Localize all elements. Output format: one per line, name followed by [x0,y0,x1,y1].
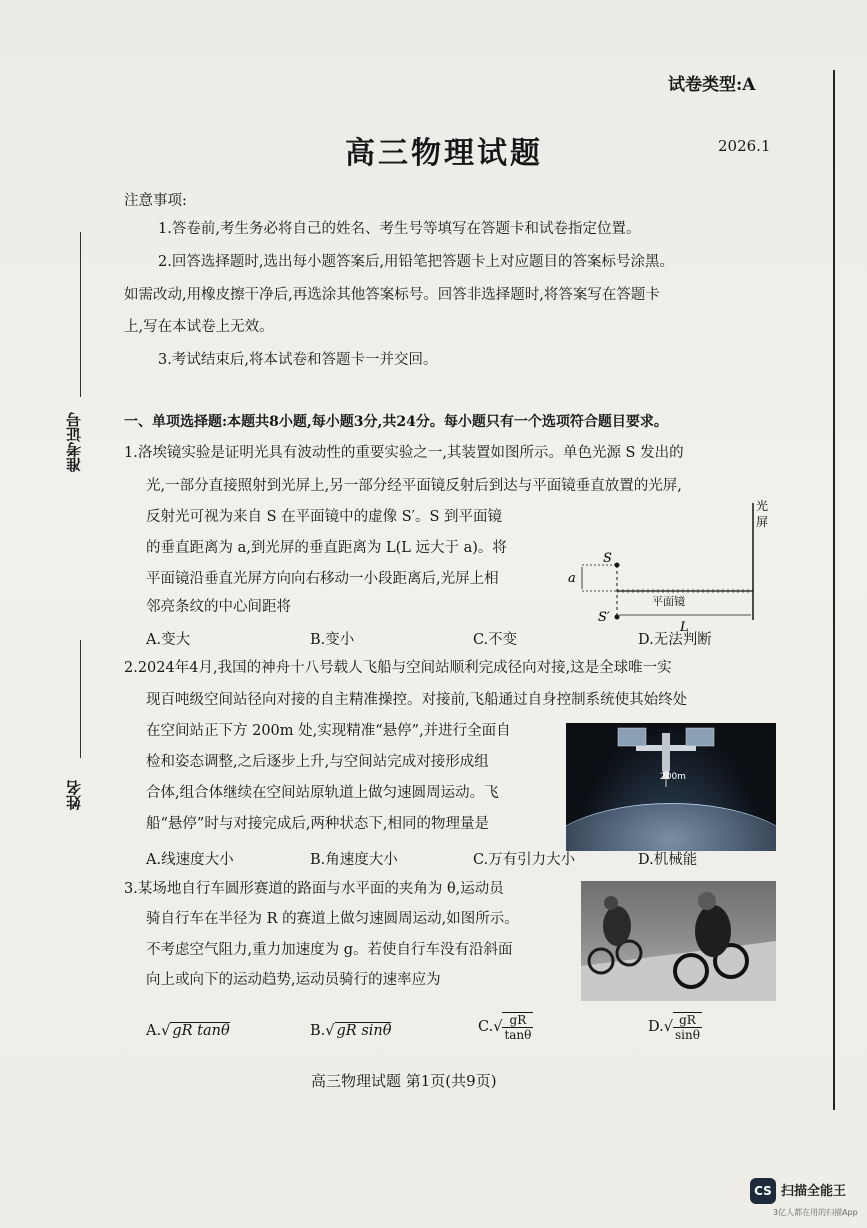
scanner-slogan: 3亿人都在用的扫描App [773,1208,858,1217]
q2-option-b: B.角速度大小 [310,852,398,868]
q3-option-c-den: tanθ [504,1028,532,1042]
q3-option-c-prefix: C. [478,1019,494,1035]
q2-option-c: C.万有引力大小 [473,852,576,868]
q3-option-d-fraction [673,1012,702,1042]
q3-option-b: B.√ gR sinθ [310,1023,392,1039]
cycling-track-photo [581,881,776,1001]
section-heading: 一、单项选择题:本题共8小题,每小题3分,共24分。每小题只有一个选项符合题目要求。 [124,414,668,430]
cyclists-graphic [581,881,776,1001]
q3-line-1: 3.某场地自行车圆形赛道的路面与水平面的夹角为 θ,运动员 [124,881,504,897]
page-border-line [833,70,835,1110]
scanner-app-name: 扫描全能王 [781,1184,847,1199]
notice-heading: 注意事项: [124,193,187,209]
q3-option-a-expr: gR tanθ [172,1023,230,1039]
q1-line-6: 邻亮条纹的中心间距将 [146,599,291,615]
lloyd-mirror-diagram [560,495,780,635]
notice-item-2-end: 上,写在本试卷上无效。 [124,319,274,335]
scanner-logo-icon: CS [750,1178,776,1204]
q3-option-d: D.√ $\frac{gR}{\sin\theta}$ [648,1013,700,1042]
q2-line-6: 船“悬停”时与对接完成后,两种状态下,相同的物理量是 [146,816,490,832]
q3-line-3: 不考虑空气阻力,重力加速度为 g。若使自行车没有沿斜面 [146,942,513,958]
cyclist-1-head [604,896,618,910]
name-blank [80,640,81,758]
q2-line-2: 现百吨级空间站径向对接的自主精准操控。对接前,飞船通过自身控制系统使其始终处 [146,692,688,708]
l-label: L [680,620,689,635]
solar-panel-right [686,728,714,746]
solar-panel-left [618,728,646,746]
name-label: 姓名 [65,780,83,810]
q3-option-d-num: gR [673,1013,702,1028]
q3-option-c: C.√ $\frac{gR}{\tan\theta}$ [478,1013,532,1042]
paper-type: 试卷类型:A [668,75,756,95]
q3-option-b-prefix: B. [310,1023,326,1039]
page-title: 高三物理试题 [345,136,543,171]
a-label: a [568,571,576,586]
s-label: S [603,551,612,566]
cyclist-2 [695,905,731,957]
q2-line-5: 合体,组合体继续在空间站原轨道上做匀速圆周运动。飞 [146,785,499,801]
station-core [662,733,670,771]
cyclist-2-head [698,892,716,910]
s-prime-label: S′ [598,610,610,625]
q3-option-b-expr: gR sinθ [336,1023,392,1039]
screen-label-1: 光 [756,499,769,513]
exam-date: 2026.1 [718,137,771,155]
mirror-label: 平面镜 [652,595,685,608]
page-footer: 高三物理试题 第1页(共9页) [311,1072,497,1090]
q1-line-1: 1.洛埃镜实验是证明光具有波动性的重要实验之一,其装置如图所示。单色光源 S 发出的 [124,445,684,461]
distance-label: 200m [660,772,686,782]
space-station-photo [566,723,776,851]
track-surface [581,941,776,1001]
q3-line-4: 向上或向下的运动趋势,运动员骑行的速率应为 [146,972,441,988]
q2-option-a: A.线速度大小 [146,852,234,868]
q1-line-2: 光,一部分直接照射到光屏上,另一部分经平面镜反射后到达与平面镜垂直放置的光屏, [146,478,682,494]
q3-option-d-den: sinθ [674,1028,700,1042]
q3-option-d-prefix: D. [648,1019,664,1035]
cyclist-1 [603,906,631,946]
q3-option-c-fraction [502,1012,533,1042]
q3-option-a-prefix: A. [146,1023,162,1039]
q3-option-c-num: gR [502,1013,533,1028]
q1-line-3: 反射光可视为来自 S 在平面镜中的虚像 S′。S 到平面镜 [146,509,503,525]
screen-label-2: 屏 [756,515,769,529]
q1-line-5: 平面镜沿垂直光屏方向向右移动一小段距离后,光屏上相 [146,571,499,587]
q1-option-b: B.变小 [310,632,355,648]
q1-option-a: A.变大 [146,632,191,648]
notice-item-2: 2.回答选择题时,选出每小题答案后,用铅笔把答题卡上对应题目的答案标号涂黑。 [158,254,675,270]
q1-line-4: 的垂直距离为 a,到光屏的垂直距离为 L(L 远大于 a)。将 [146,540,507,556]
notice-item-1: 1.答卷前,考生务必将自己的姓名、考生号等填写在答题卡和试卷指定位置。 [158,221,641,237]
q1-option-d: D.无法判断 [638,632,712,648]
exam-id-blank [80,232,81,397]
q2-line-3: 在空间站正下方 200m 处,实现精准“悬停”,并进行全面自 [146,723,511,739]
exam-id-label: 准考证号 [65,412,83,472]
station-graphic [566,723,776,851]
q2-line-1: 2.2024年4月,我国的神舟十八号载人飞船与空间站顺利完成径向对接,这是全球唯一实 [124,660,672,676]
q1-option-c: C.不变 [473,632,518,648]
q3-option-a: A.√ gR tanθ [146,1023,230,1039]
q2-option-d: D.机械能 [638,852,698,868]
notice-item-2-cont: 如需改动,用橡皮擦干净后,再选涂其他答案标号。回答非选择题时,将答案写在答题卡 [124,287,660,303]
q2-line-4: 检和姿态调整,之后逐步上升,与空间站完成对接形成组 [146,754,489,770]
q3-line-2: 骑自行车在半径为 R 的赛道上做匀速圆周运动,如图所示。 [146,911,519,927]
notice-item-3: 3.考试结束后,将本试卷和答题卡一并交回。 [158,352,438,368]
